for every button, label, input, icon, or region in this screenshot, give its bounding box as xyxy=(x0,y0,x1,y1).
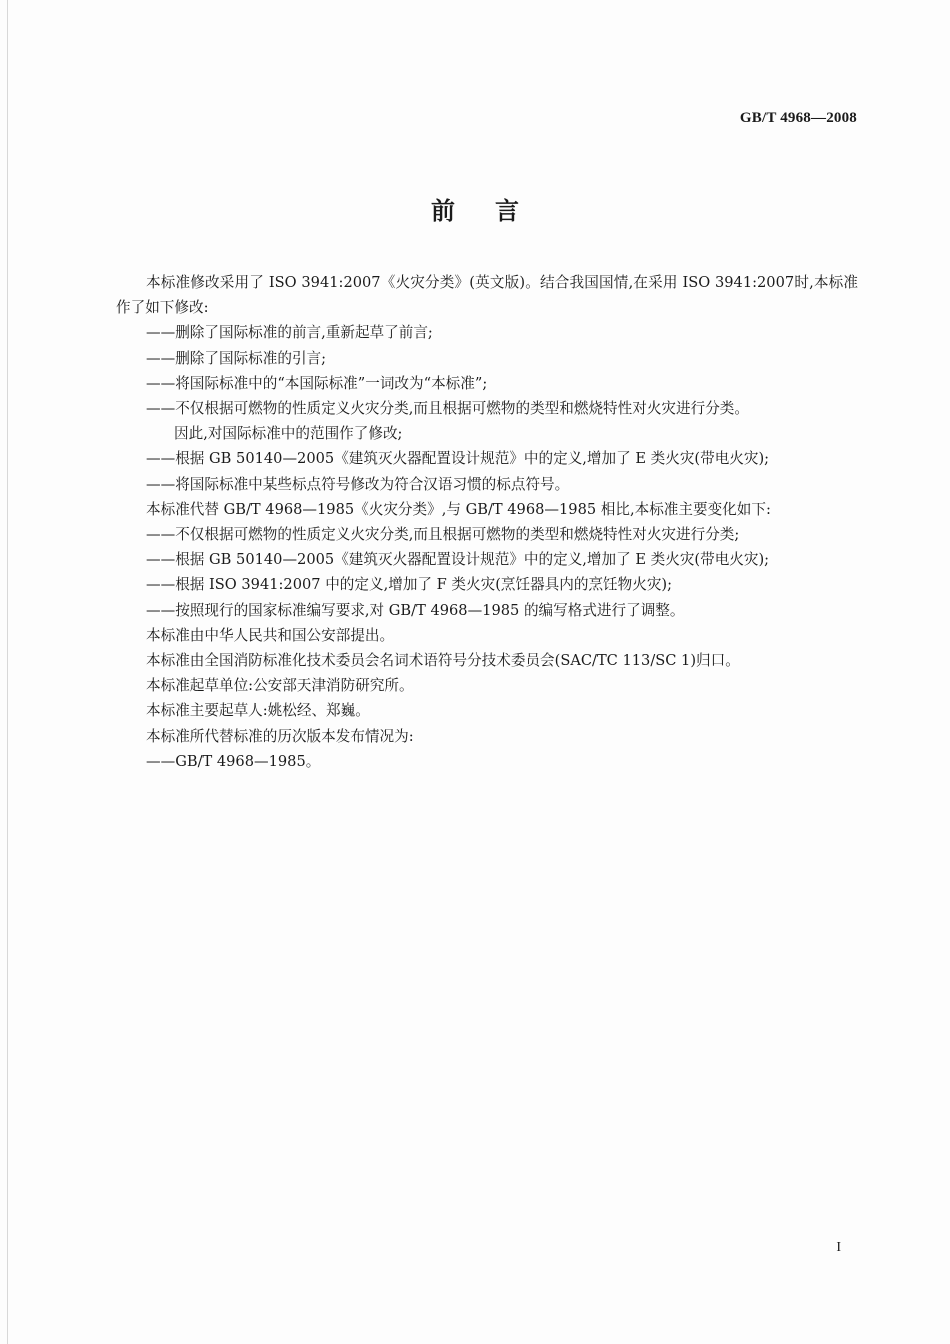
list-item-continuation: 因此,对国际标准中的范围作了修改; xyxy=(174,425,403,443)
list-item: ——根据 GB 50140—2005《建筑灭火器配置设计规范》中的定义,增加了 E 类火灾(带电火灾); xyxy=(146,450,770,468)
list-item: ——按照现行的国家标准编写要求,对 GB/T 4968—1985 的编写格式进行了调整。 xyxy=(146,601,685,619)
paragraph-replacement: 本标准代替 GB/T 4968—1985《火灾分类》,与 GB/T 4968—1985 相比,本标准主要变化如下: xyxy=(146,500,771,518)
list-item: ——不仅根据可燃物的性质定义火灾分类,而且根据可燃物的类型和燃烧特性对火灾进行分类。 xyxy=(146,400,749,418)
paragraph-drafting-unit: 本标准起草单位:公安部天津消防研究所。 xyxy=(146,677,414,695)
paragraph-history: 本标准所代替标准的历次版本发布情况为: xyxy=(146,727,414,745)
list-item: ——根据 GB 50140—2005《建筑灭火器配置设计规范》中的定义,增加了 E 类火灾(带电火灾); xyxy=(146,551,770,569)
page-number: I xyxy=(836,1240,841,1255)
standard-code: GB/T 4968—2008 xyxy=(739,110,857,126)
paragraph-proposer: 本标准由中华人民共和国公安部提出。 xyxy=(146,626,395,644)
paragraph-drafters: 本标准主要起草人:姚松经、郑巍。 xyxy=(146,702,370,720)
list-item: ——不仅根据可燃物的性质定义火灾分类,而且根据可燃物的类型和燃烧特性对火灾进行分类; xyxy=(146,526,740,544)
paragraph-intro: 本标准修改采用了 ISO 3941:2007《火灾分类》(英文版)。结合我国国情,在采用 ISO 3941:2007时,本标准作了如下修改: xyxy=(116,274,858,317)
list-item: ——删除了国际标准的前言,重新起草了前言; xyxy=(146,324,433,342)
paragraph-committee: 本标准由全国消防标准化技术委员会名词术语符号分技术委员会(SAC/TC 113/SC 1)归口。 xyxy=(146,652,740,670)
list-item: ——将国际标准中的“本国际标准”一词改为“本标准”; xyxy=(146,374,488,392)
list-item: ——GB/T 4968—1985。 xyxy=(146,752,321,770)
list-item: ——将国际标准中某些标点符号修改为符合汉语习惯的标点符号。 xyxy=(146,475,570,493)
list-item: ——删除了国际标准的引言; xyxy=(146,349,327,367)
page-title: 前言 xyxy=(431,196,559,225)
list-item: ——根据 ISO 3941:2007 中的定义,增加了 F 类火灾(烹饪器具内的烹饪物火灾); xyxy=(146,576,673,594)
foreword-body xyxy=(116,270,858,774)
